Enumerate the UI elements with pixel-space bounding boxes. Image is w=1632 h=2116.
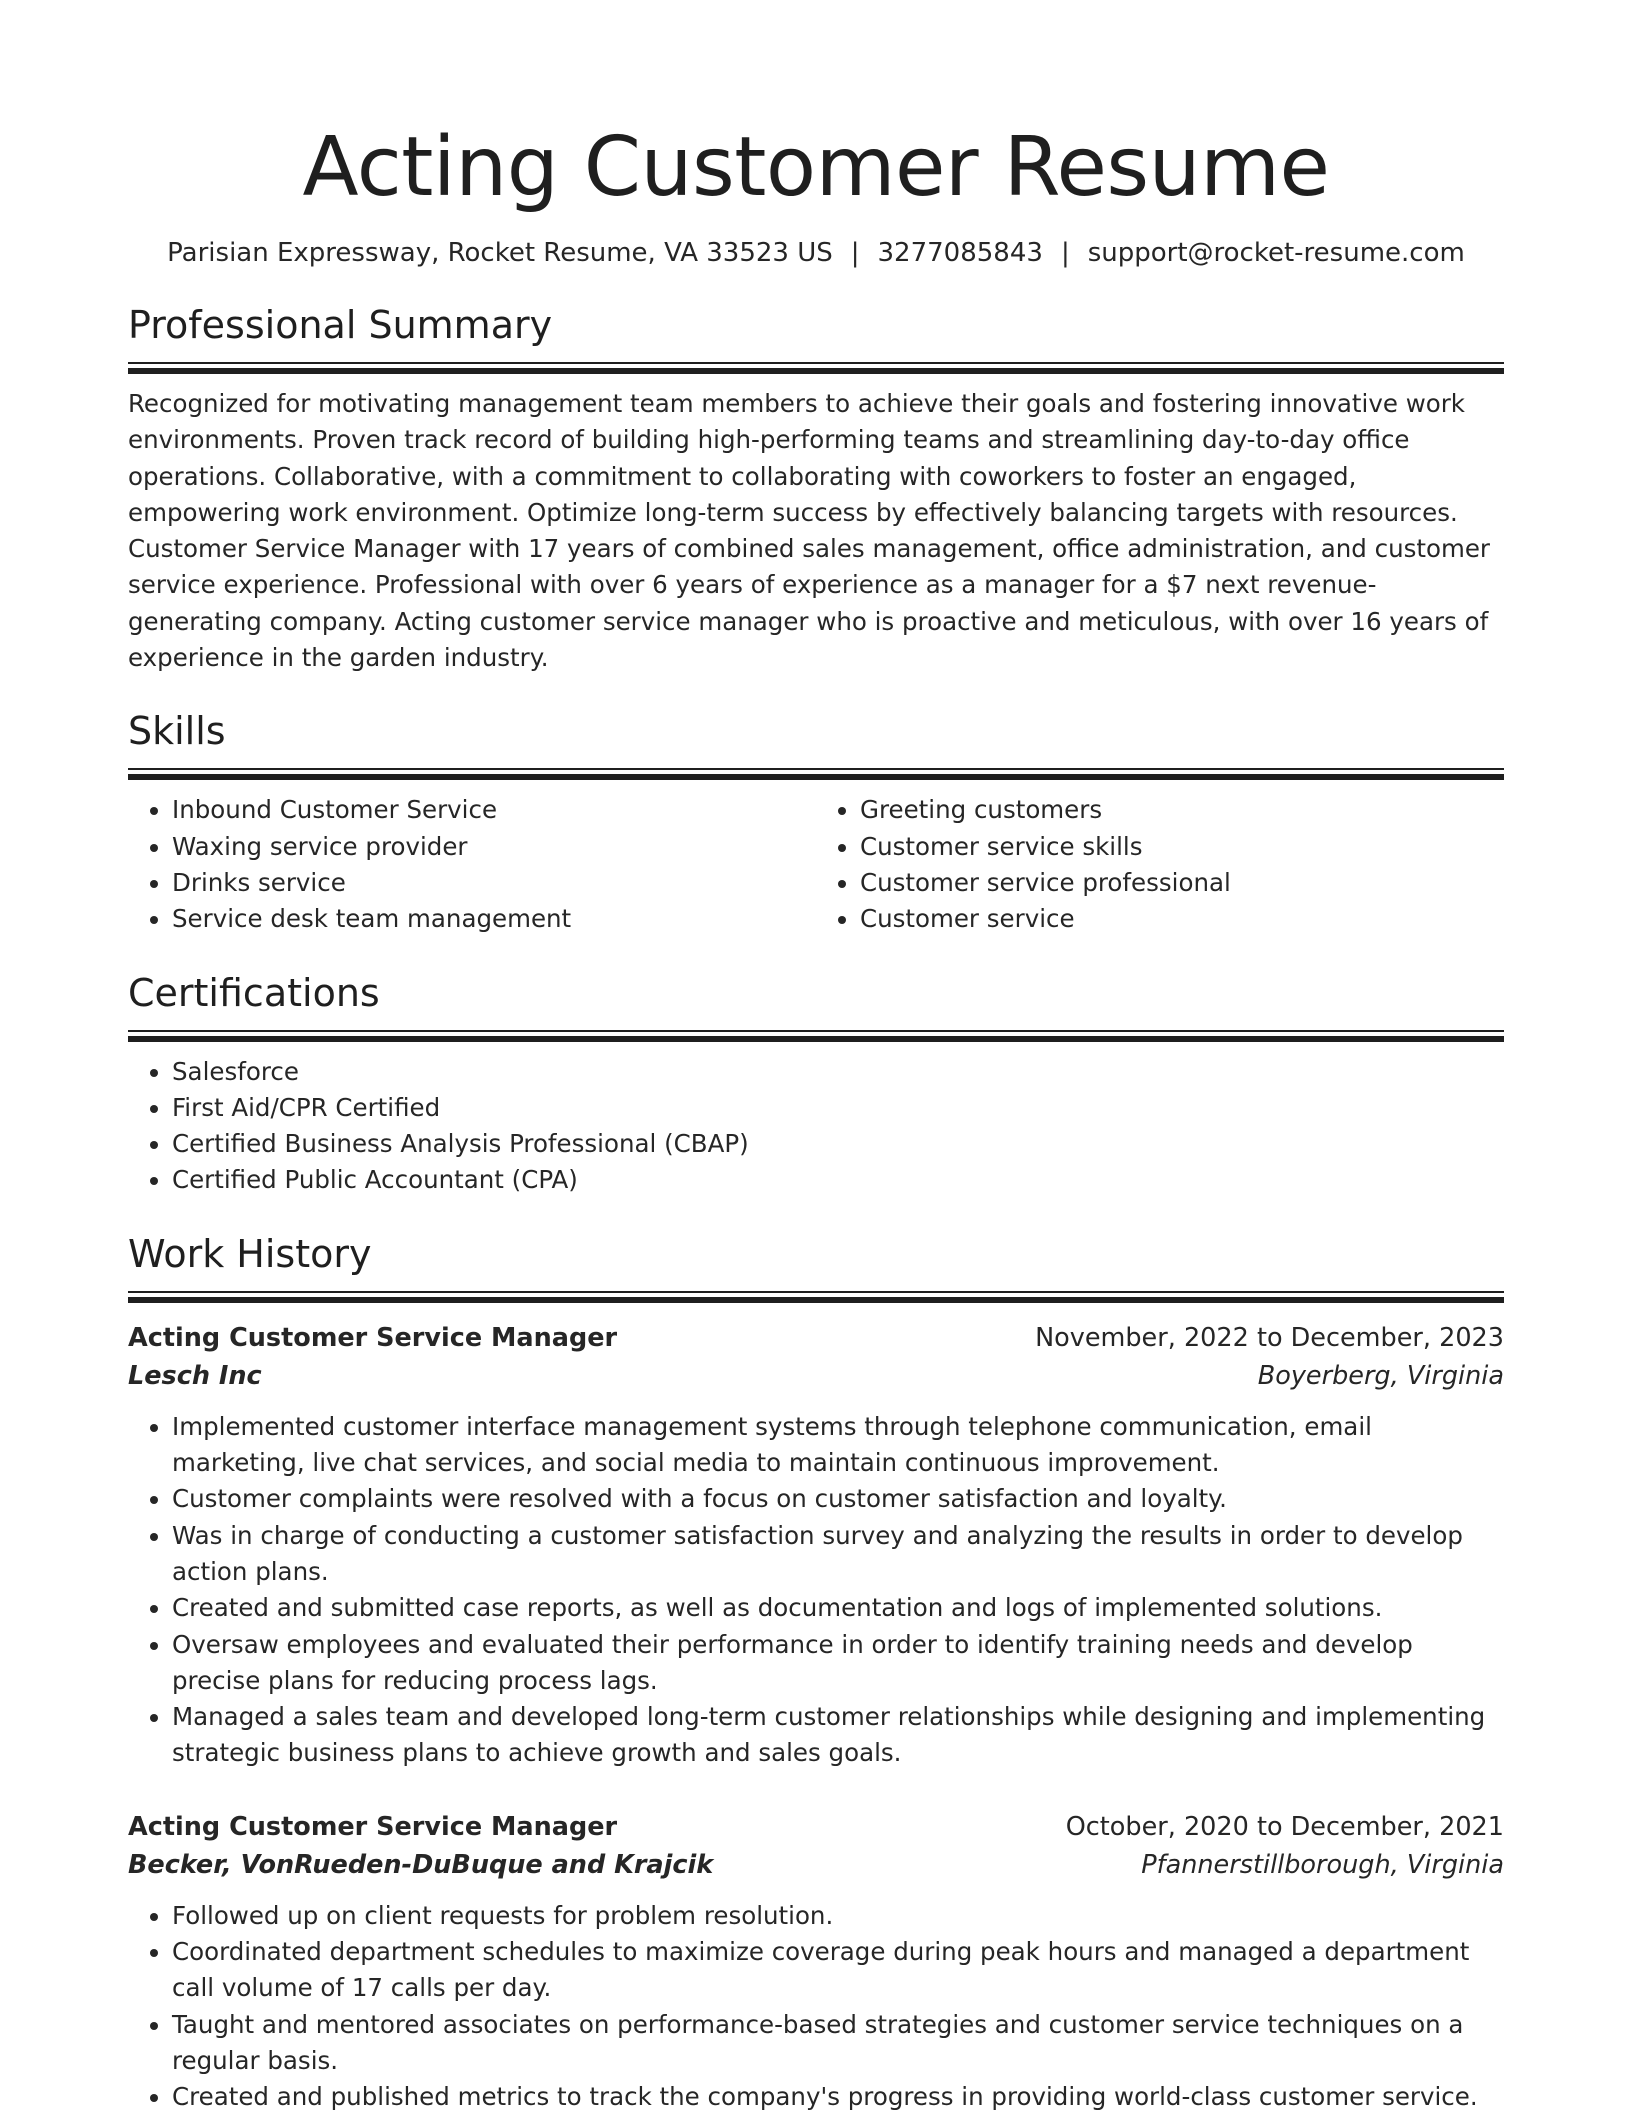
job-dates: October, 2020 to December, 2021 — [1065, 1811, 1504, 1842]
skills-grid — [128, 792, 1504, 937]
job-bullet: • Taught and mentored associates on performance-based strategies and customer service techniques on a regular basis. — [172, 2007, 1504, 2080]
certification-item: • Salesforce — [172, 1054, 1504, 1090]
skill-item: • Inbound Customer Service — [172, 792, 816, 828]
section-divider — [128, 768, 1504, 778]
skills-section — [128, 706, 1504, 937]
contact-address: Parisian Expressway, Rocket Resume, VA 33523 US — [167, 238, 833, 268]
section-title-summary: Professional Summary — [128, 303, 553, 347]
certification-item: • First Aid/CPR Certified — [172, 1090, 1504, 1126]
job-bullet: • Was in charge of conducting a customer satisfaction survey and analyzing the results in order to develop action plans. — [172, 1518, 1504, 1591]
job-entry — [128, 1808, 1504, 2116]
skill-item: • Customer service skills — [860, 829, 1504, 865]
contact-email: support@rocket-resume.com — [1087, 238, 1465, 268]
section-divider — [128, 1291, 1504, 1301]
job-header-row — [128, 1319, 1504, 1357]
contact-separator: | — [1060, 238, 1070, 268]
contact-phone: 3277085843 — [877, 238, 1043, 268]
work-history-section — [128, 1229, 1504, 2116]
section-title-work-history: Work History — [128, 1231, 372, 1276]
skill-item: • Waxing service provider — [172, 829, 816, 865]
skills-list-left — [128, 792, 816, 937]
job-bullet: • Created and submitted case reports, as well as documentation and logs of implemented solutions. — [172, 1590, 1504, 1626]
job-title: Acting Customer Service Manager — [128, 1811, 618, 1842]
job-bullet: • Implemented customer interface management systems through telephone communication, email marketing, live chat services, and social media to maintain continuous improvement. — [172, 1409, 1504, 1482]
job-bullet: • Coordinated department schedules to maximize coverage during peak hours and managed a department call volume of 17 calls per day. — [172, 1934, 1504, 2007]
job-bullets — [128, 1409, 1504, 1772]
certifications-section — [128, 968, 1504, 1199]
certification-item: • Certified Public Accountant (CPA) — [172, 1162, 1504, 1198]
skill-item: • Service desk team management — [172, 901, 816, 937]
job-entry — [128, 1319, 1504, 1772]
job-bullet: • Oversaw employees and evaluated their performance in order to identify training needs and develop precise plans for reducing process lags. — [172, 1627, 1504, 1700]
resume-name: Acting Customer Resume — [302, 120, 1330, 215]
job-location: Pfannerstillborough, Virginia — [1141, 1849, 1504, 1880]
job-header-row — [128, 1808, 1504, 1846]
contact-line — [128, 236, 1504, 270]
job-company: Lesch Inc — [128, 1360, 262, 1391]
job-company: Becker, VonRueden-DuBuque and Krajcik — [128, 1849, 714, 1880]
summary-section — [128, 300, 1504, 676]
job-company-row — [128, 1357, 1504, 1395]
job-bullets — [128, 1898, 1504, 2116]
section-title-certifications: Certifications — [128, 970, 380, 1015]
job-company-row — [128, 1846, 1504, 1884]
job-bullet: • Followed up on client requests for problem resolution. — [172, 1898, 1504, 1934]
job-bullet: • Customer complaints were resolved with a focus on customer satisfaction and loyalty. — [172, 1481, 1504, 1517]
job-bullet: • Created and published metrics to track the company's progress in providing world-class customer service. — [172, 2079, 1504, 2115]
section-divider — [128, 362, 1504, 372]
summary-text: Recognized for motivating management team members to achieve their goals and fostering innovative work environments. Proven track record of building high-performing teams and streamlining day-to-day office operations. Collaborative, with a commitment to collaborating with coworkers to foster an engaged, empowering work environment. Optimize long-term success by effectively balancing targets with resources. Customer Service Manager with 17 years of combined sales management, office administration, and customer service experience. Professional with over 6 years of experience as a manager for a $7 next revenue-generating company. Acting customer service manager who is proactive and meticulous, with over 16 years of experience in the garden industry. — [128, 389, 1490, 673]
job-bullet: • Managed a sales team and developed long-term customer relationships while designing and implementing strategic business plans to achieve growth and sales goals. — [172, 1699, 1504, 1772]
skill-item: • Customer service — [860, 901, 1504, 937]
skill-item: • Greeting customers — [860, 792, 1504, 828]
skill-item: • Customer service professional — [860, 865, 1504, 901]
job-dates: November, 2022 to December, 2023 — [1035, 1322, 1504, 1353]
certification-item: • Certified Business Analysis Professional (CBAP) — [172, 1126, 1504, 1162]
contact-separator: | — [850, 238, 860, 268]
job-title: Acting Customer Service Manager — [128, 1322, 618, 1353]
job-location: Boyerberg, Virginia — [1257, 1360, 1504, 1391]
section-title-skills: Skills — [128, 709, 226, 754]
skills-list-right — [816, 792, 1504, 937]
skill-item: • Drinks service — [172, 865, 816, 901]
section-divider — [128, 1030, 1504, 1040]
certifications-list — [128, 1054, 1504, 1199]
